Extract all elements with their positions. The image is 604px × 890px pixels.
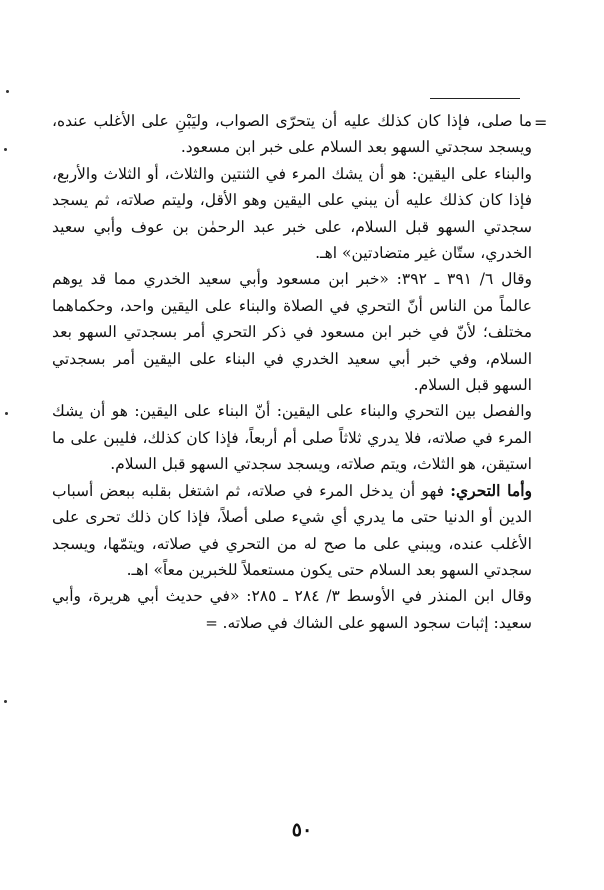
paragraph-1: ما صلى، فإذا كان كذلك عليه أن يتحرّى الصواب، وليَبْنِ على الأغلب عنده، ويسجد سجدتي السهو بعد السلام على خبر ابن مسعود. [52,112,532,157]
paragraph-4: والفصل بين التحري والبناء على اليقين: أنّ البناء على اليقين: هو أن يشك المرء في صلاته، فلا يدري ثلاثاً صلى أم أربعاً، فإذا كان كذلك، فليبن على ما استيقن، هو الثلاث، ويتم صلاته، ويسجد سجدتي السهو قبل السلام. [52,402,532,474]
continuation-end-mark: = [205,613,223,632]
paragraph-6-body: وقال ابن المنذر في الأوسط ٣/ ٢٨٤ ـ ٢٨٥: «في حديث أبي هريرة، وأبي سعيد: إثبات سجود السهو على الشاك في صلاته. [52,587,532,632]
margin-speck [4,148,7,151]
margin-speck [5,412,8,415]
footnote-text-block [52,108,532,636]
continuation-mark: = [534,113,548,132]
paragraph-5-lead: وأما التحري: [450,480,532,500]
margin-speck [6,90,9,93]
paragraph-5 [52,478,532,584]
paragraph-2: والبناء على اليقين: هو أن يشك المرء في الثنتين والثلاث، أو الثلاث والأربع، فإذا كان كذلك عليه أن يبني على اليقين وهو الأقل، وليتم صلاته، ثم يسجد سجدتي السهو قبل السلام، على خبر عبد الرحمٰن بن عوف وأبي سعيد الخدري، ستّان غير متضادتين» اهـ. [52,164,532,263]
page-number: ٥٠ [291,819,313,841]
paragraph-3: وقال ٦/ ٣٩١ ـ ٣٩٢: «خبر ابن مسعود وأبي سعيد الخدري مما قد يوهم عالماً من الناس أنّ التحري في الصلاة والبناء على اليقين واحد، وحكماهما مختلف؛ لأنّ في خبر ابن مسعود في ذكر التحري أمر بسجدتي السهو بعد السلام، وفي خبر أبي سعيد الخدري في البناء على اليقين أمر بسجدتي السهو قبل السلام. [52,270,533,395]
paragraph-5-body: فهو أن يدخل المرء في صلاته، ثم اشتغل بقلبه ببعض أسباب الدين أو الدنيا حتى ما يدري أي شيء صلى أصلاً، فإذا كان ذلك تحرى على الأغلب عنده، ويبني على ما صح له من التحري في صلاته، ويتمّها، ويسجد سجدتي السهو بعد السلام حتى يكون مستعملاً للخبرين معاً» اهـ. [52,481,532,579]
margin-speck [4,700,7,703]
paragraph-6 [52,583,532,636]
footnote-separator-rule [430,98,520,99]
